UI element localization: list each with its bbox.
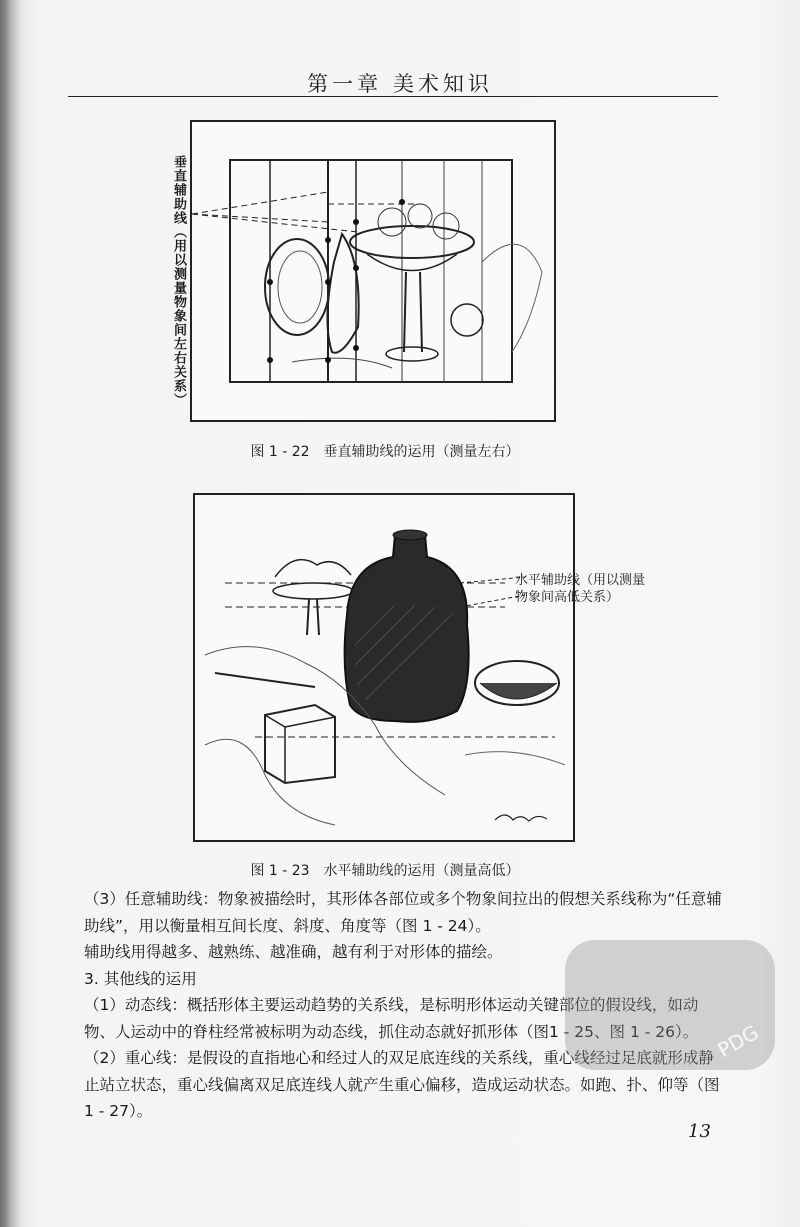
- sketch-still-life-1: [192, 122, 554, 420]
- figure-horizontal-lines: [193, 493, 575, 842]
- sketch-still-life-2: [195, 495, 573, 840]
- body-text: [84, 886, 724, 1125]
- paragraph-dynamic-line: （1）动态线：概括形体主要运动趋势的关系线，是标明形体运动关键部位的假设线，如动物、人运动中的脊柱经常被标明为动态线，抓住动态就好抓形体（图1 - 25、图 1 - 26）。: [84, 996, 699, 1041]
- figure-1-caption: 图 1 - 22 垂直辅助线的运用（测量左右）: [250, 444, 520, 460]
- paragraph-arbitrary-lines: （3）任意辅助线：物象被描绘时，其形体各部位或多个物象间拉出的假想关系线称为“任意辅助线”，用以衡量相互间长度、斜度、角度等（图 1 - 24）。: [84, 890, 722, 935]
- vertical-line-label: 垂直辅助线（用以测量物象间左右关系）: [171, 155, 186, 407]
- figure-2-caption: 图 1 - 23 水平辅助线的运用（测量高低）: [250, 863, 520, 879]
- page-number: 13: [688, 1121, 711, 1142]
- figure-vertical-lines: [190, 120, 556, 422]
- horizontal-line-label: 水平辅助线（用以测量物象间高低关系）: [515, 573, 646, 605]
- paragraph-center-of-gravity: （2）重心线：是假设的直指地心和经过人的双足底连线的关系线，重心线经过足底就形成静止站立状态，重心线偏离双足底连线人就产生重心偏移，造成运动状态。如跑、扑、仰等（图 1 - 27）。: [84, 1049, 720, 1120]
- paragraph-auxiliary-summary: 辅助线用得越多、越熟练、越准确，越有利于对形体的描绘。: [84, 943, 503, 961]
- watermark-text: PDG: [713, 1020, 763, 1063]
- section-heading-other-lines: 3. 其他线的运用: [84, 969, 197, 988]
- header-rule: [68, 96, 718, 97]
- chapter-header: 第一章 美术知识: [307, 72, 493, 96]
